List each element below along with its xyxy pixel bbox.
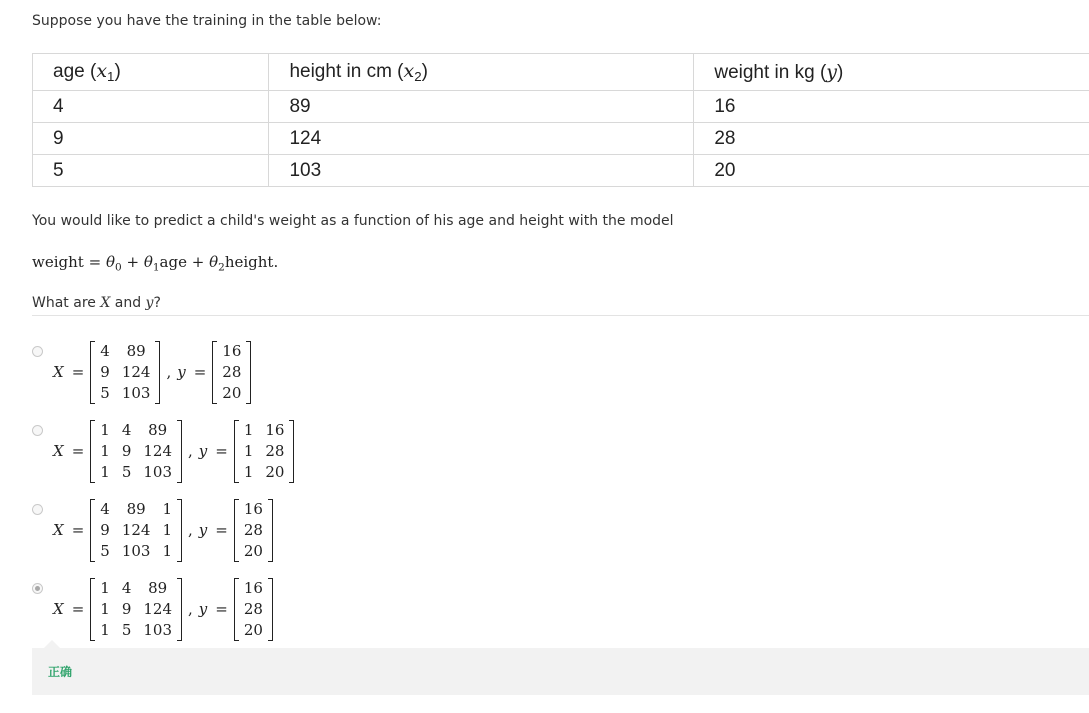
- matrix-entry: 103: [121, 541, 151, 560]
- table-cell: 5: [33, 155, 269, 187]
- question-text: What are X and y?: [32, 295, 161, 311]
- radio-button[interactable]: [32, 425, 43, 436]
- matrix-entry: 5: [100, 383, 110, 402]
- header-age: age $(x_1)$: [33, 54, 269, 91]
- option-equation: X = 4 89 9 124 5 103 , y = 16 28 20: [53, 339, 251, 405]
- matrix-entry: 89: [126, 499, 146, 518]
- matrix-entry: 103: [143, 462, 172, 481]
- answer-option-4[interactable]: [32, 576, 432, 642]
- matrix-entry: 5: [100, 541, 110, 560]
- model-formula: weight = $\theta_0 + \theta_1age$ + $\theta_2height$.: [32, 253, 279, 274]
- matrix-entry: 89: [126, 341, 146, 360]
- header-height: height in cm $(x_2)$: [269, 54, 694, 91]
- matrix-y: [234, 578, 273, 641]
- matrix-entry: 28: [243, 520, 263, 539]
- model-description: You would like to predict a child's weight as a function of his age and height with the model: [32, 213, 674, 229]
- matrix-entry: 16: [222, 341, 242, 360]
- header-weight: weight in kg (y): [694, 54, 1089, 91]
- table-header-row: [33, 54, 1089, 91]
- matrix-entry: 124: [143, 441, 172, 460]
- matrix-entry: 28: [265, 441, 285, 460]
- matrix-entry: 20: [243, 620, 263, 639]
- matrix-entry: 124: [121, 520, 151, 539]
- matrix-entry: 28: [243, 599, 263, 618]
- option-equation: X = 4 89 1 9 124 1 5 103 1 , y = 16 28 20: [53, 497, 273, 563]
- matrix-entry: 1: [100, 420, 110, 439]
- matrix-entry: 1: [243, 420, 254, 439]
- option-equation: X = 1 4 89 1 9 124 1 5 103 , y = 1 16 1 28 1 20: [53, 418, 294, 484]
- table-cell: 124: [269, 123, 694, 155]
- matrix-entry: 4: [121, 420, 132, 439]
- table-row: [33, 123, 1089, 155]
- divider: [32, 315, 1089, 316]
- table-cell: 103: [269, 155, 694, 187]
- matrix-entry: 9: [121, 599, 132, 618]
- matrix-entry: 103: [121, 383, 151, 402]
- matrix-entry: 1: [243, 462, 254, 481]
- matrix-entry: 20: [243, 541, 263, 560]
- matrix-entry: 5: [121, 620, 132, 639]
- table-cell: 9: [33, 123, 269, 155]
- matrix-y: [234, 499, 273, 562]
- matrix-entry: 124: [143, 599, 172, 618]
- matrix-entry: 9: [100, 520, 110, 539]
- matrix-entry: 20: [265, 462, 285, 481]
- table-cell: 89: [269, 91, 694, 123]
- matrix-y: [212, 341, 251, 404]
- matrix-x: [90, 420, 182, 483]
- matrix-entry: 1: [162, 541, 172, 560]
- matrix-entry: 28: [222, 362, 242, 381]
- matrix-entry: 1: [243, 441, 254, 460]
- matrix-entry: 20: [222, 383, 242, 402]
- matrix-x: [90, 578, 182, 641]
- matrix-entry: 5: [121, 462, 132, 481]
- feedback-panel: [32, 648, 1089, 695]
- matrix-x: [90, 341, 160, 404]
- table-cell: 28: [694, 123, 1089, 155]
- matrix-entry: 124: [121, 362, 151, 381]
- table-cell: 16: [694, 91, 1089, 123]
- correct-label: 正确: [48, 665, 73, 679]
- matrix-entry: 4: [121, 578, 132, 597]
- option-equation: X = 1 4 89 1 9 124 1 5 103 , y = 16 28 20: [53, 576, 273, 642]
- matrix-entry: 1: [100, 599, 110, 618]
- matrix-entry: 103: [143, 620, 172, 639]
- radio-button[interactable]: [32, 504, 43, 515]
- table-row: [33, 155, 1089, 187]
- matrix-entry: 1: [162, 499, 172, 518]
- matrix-y: [234, 420, 295, 483]
- matrix-entry: 9: [121, 441, 132, 460]
- matrix-entry: 1: [162, 520, 172, 539]
- radio-button[interactable]: [32, 346, 43, 357]
- training-table: [32, 53, 1089, 187]
- matrix-entry: 1: [100, 462, 110, 481]
- matrix-entry: 9: [100, 362, 110, 381]
- table-cell: 20: [694, 155, 1089, 187]
- matrix-entry: 16: [265, 420, 285, 439]
- matrix-entry: 16: [243, 499, 263, 518]
- matrix-entry: 89: [148, 578, 168, 597]
- matrix-entry: 16: [243, 578, 263, 597]
- matrix-entry: 1: [100, 620, 110, 639]
- table-cell: 4: [33, 91, 269, 123]
- matrix-entry: 89: [148, 420, 168, 439]
- answer-option-3[interactable]: [32, 497, 432, 563]
- answer-option-1[interactable]: [32, 339, 432, 405]
- matrix-x: [90, 499, 182, 562]
- table-row: [33, 91, 1089, 123]
- matrix-entry: 1: [100, 578, 110, 597]
- matrix-entry: 1: [100, 441, 110, 460]
- matrix-entry: 4: [100, 341, 110, 360]
- intro-text: Suppose you have the training in the table below:: [32, 13, 382, 29]
- radio-button[interactable]: [32, 583, 43, 594]
- answer-option-2[interactable]: [32, 418, 432, 484]
- matrix-entry: 4: [100, 499, 110, 518]
